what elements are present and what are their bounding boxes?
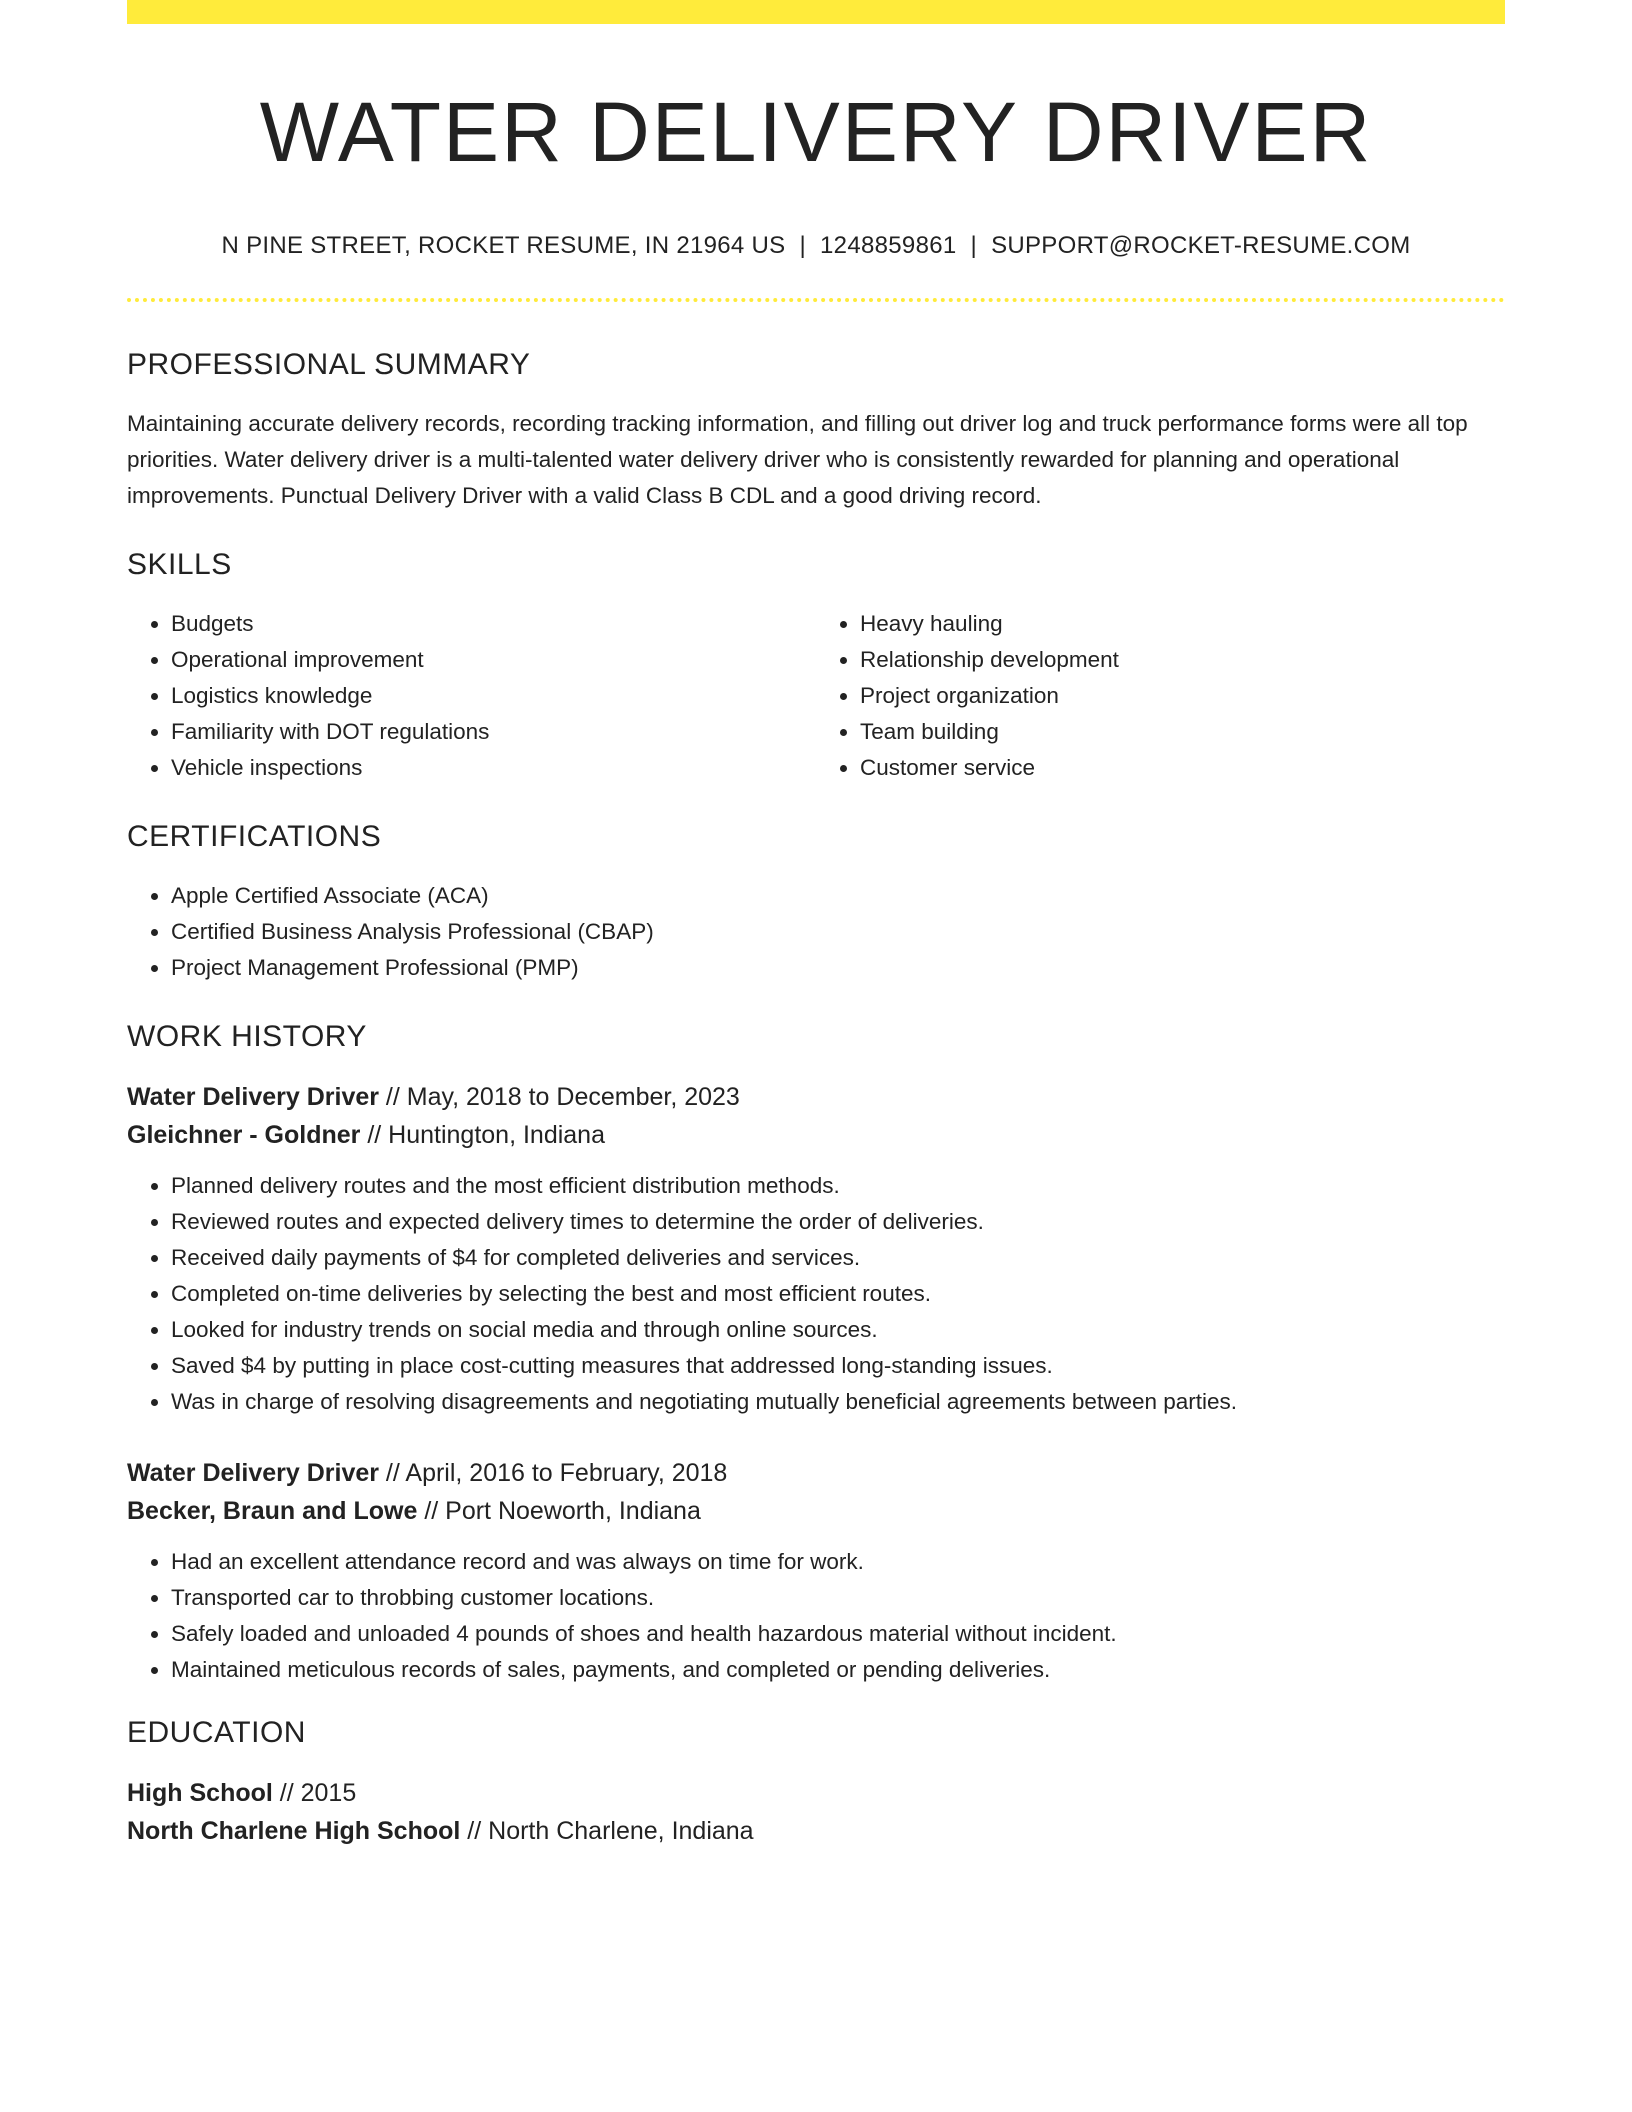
section-title: SKILLS [127,548,232,582]
list-item: • Operational improvement [171,642,816,678]
skills-grid [127,606,1505,786]
job-company: Becker, Braun and Lowe [127,1497,418,1526]
list-item: • Apple Certified Associate (ACA) [171,878,1505,914]
education-year: // 2015 [272,1779,357,1808]
job-dates: // April, 2016 to February, 2018 [378,1459,728,1488]
job-role-line [127,1078,1505,1116]
job-company-line [127,1116,1505,1154]
resume-title: WATER DELIVERY DRIVER [259,85,1373,179]
education-location: // North Charlene, Indiana [460,1817,754,1846]
section-title: CERTIFICATIONS [127,820,382,854]
summary-section [127,348,1505,514]
list-item: • Logistics knowledge [171,678,816,714]
certifications-section [127,820,1505,986]
job-entry [127,1078,1505,1420]
job-bullets [127,1544,1505,1688]
list-item: • Transported car to throbbing customer locations. [171,1580,1505,1616]
list-item: • Relationship development [860,642,1505,678]
skills-list-left [127,606,816,786]
education-school-line [127,1812,1505,1850]
summary-text: Maintaining accurate delivery records, recording tracking information, and filling out driver log and truck performance forms were all top priorities. Water delivery driver is a multi-talented water delivery driver who is consistently rewarded for planning and operational improvements. Punctual Delivery Driver with a valid Class B CDL and a good driving record. [127,411,1468,509]
phone: 1248859861 [820,232,957,260]
separator: | [970,232,978,260]
address: N PINE STREET, ROCKET RESUME, IN 21964 US [221,232,786,260]
list-item: • Maintained meticulous records of sales, payments, and completed or pending deliveries. [171,1652,1505,1688]
list-item: • Completed on-time deliveries by selecting the best and most efficient routes. [171,1276,1505,1312]
skills-list-right [816,606,1505,786]
education-school: North Charlene High School [127,1817,461,1846]
section-title: PROFESSIONAL SUMMARY [127,348,531,382]
job-location: // Huntington, Indiana [360,1121,605,1150]
job-role: Water Delivery Driver [127,1083,379,1112]
list-item: • Vehicle inspections [171,750,816,786]
job-company: Gleichner - Goldner [127,1121,361,1150]
list-item: • Reviewed routes and expected delivery times to determine the order of deliveries. [171,1204,1505,1240]
list-item: • Project Management Professional (PMP) [171,950,1505,986]
section-title: WORK HISTORY [127,1020,367,1054]
certifications-list [127,878,1505,986]
list-item: • Customer service [860,750,1505,786]
list-item: • Was in charge of resolving disagreements and negotiating mutually beneficial agreements between parties. [171,1384,1505,1420]
resume-page [127,0,1505,1850]
list-item: • Safely loaded and unloaded 4 pounds of shoes and health hazardous material without incident. [171,1616,1505,1652]
job-location: // Port Noeworth, Indiana [417,1497,701,1526]
job-role-line [127,1454,1505,1492]
dotted-divider [127,298,1505,302]
job-entry [127,1454,1505,1688]
skills-section [127,548,1505,786]
list-item: • Familiarity with DOT regulations [171,714,816,750]
education-section [127,1716,1505,1850]
list-item: • Had an excellent attendance record and was always on time for work. [171,1544,1505,1580]
list-item: • Received daily payments of $4 for completed deliveries and services. [171,1240,1505,1276]
education-degree: High School [127,1779,273,1808]
email: SUPPORT@ROCKET-RESUME.COM [991,232,1411,260]
top-accent-bar [127,0,1505,24]
list-item: • Project organization [860,678,1505,714]
list-item: • Heavy hauling [860,606,1505,642]
list-item: • Certified Business Analysis Professional (CBAP) [171,914,1505,950]
job-company-line [127,1492,1505,1530]
job-role: Water Delivery Driver [127,1459,379,1488]
job-bullets [127,1168,1505,1420]
separator: | [799,232,807,260]
list-item: • Team building [860,714,1505,750]
list-item: • Planned delivery routes and the most efficient distribution methods. [171,1168,1505,1204]
section-title: EDUCATION [127,1716,306,1750]
list-item: • Looked for industry trends on social media and through online sources. [171,1312,1505,1348]
work-history-section [127,1020,1505,1688]
job-dates: // May, 2018 to December, 2023 [378,1083,740,1112]
list-item: • Saved $4 by putting in place cost-cutting measures that addressed long-standing issues. [171,1348,1505,1384]
contact-line [127,232,1505,260]
education-degree-line [127,1774,1505,1812]
list-item: • Budgets [171,606,816,642]
